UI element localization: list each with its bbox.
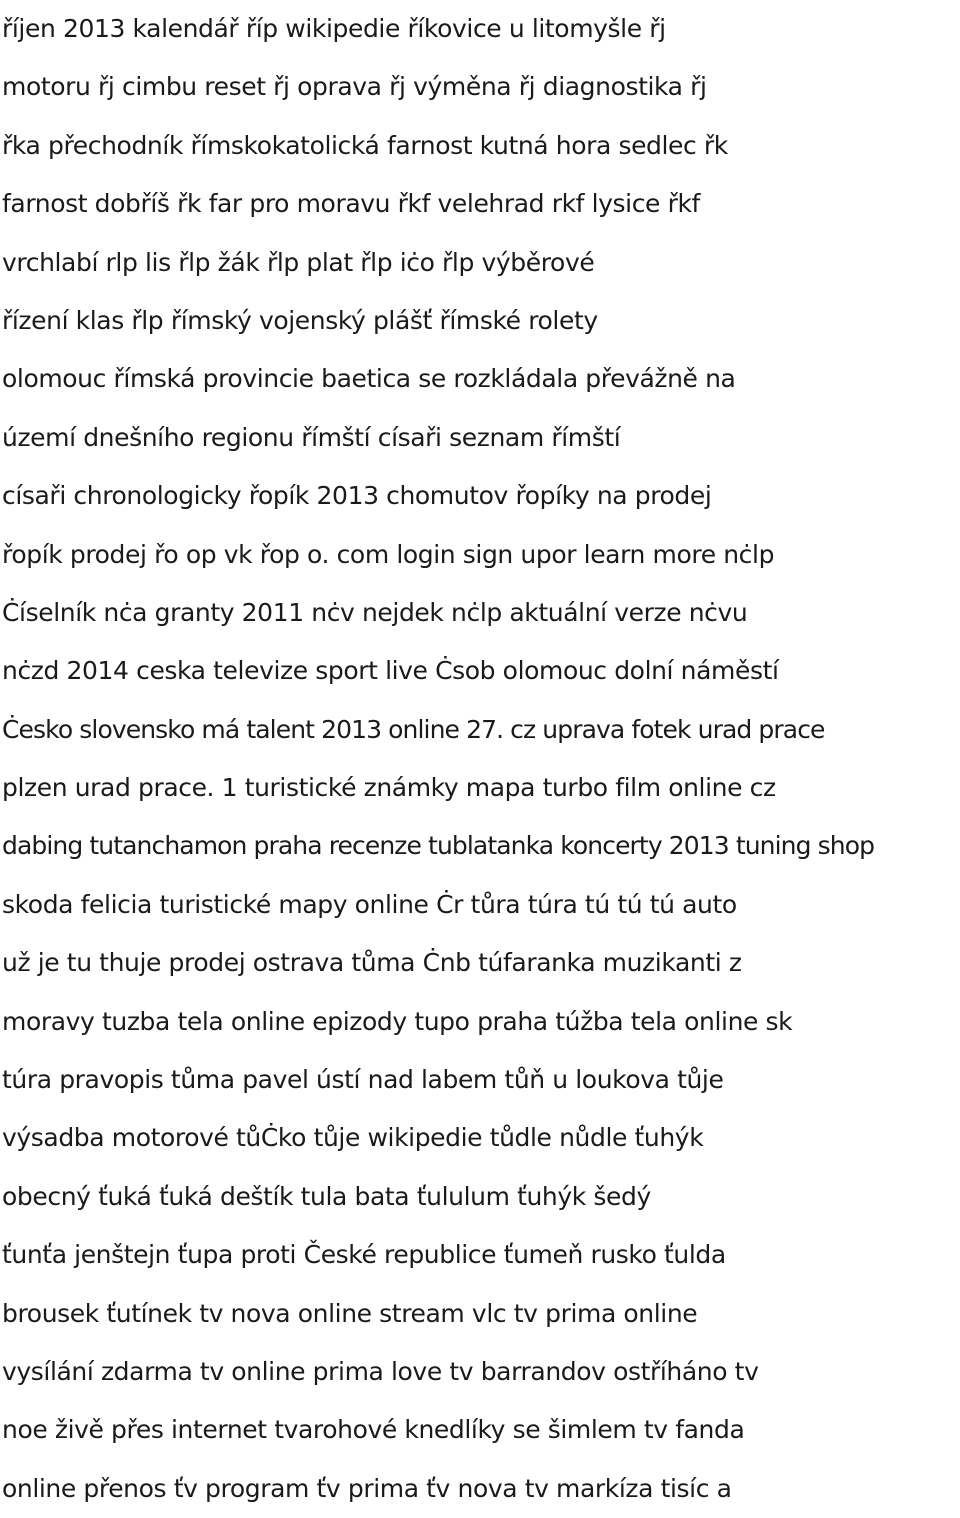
text-line: olomouc římská provincie baetica se rozkládala převážně na <box>2 364 736 394</box>
text-line: území dnešního regionu římští císaři seznam římští <box>2 422 621 452</box>
text-line: vysílání zdarma tv online prima love tv barrandov ostříháno tv <box>2 1356 759 1386</box>
text-line: dabing tutanchamon praha recenze tublatanka koncerty 2013 tuning shop <box>2 831 875 861</box>
text-line: motoru řj cimbu reset řj oprava řj výměna řj diagnostika řj <box>2 72 707 102</box>
text-line: řka přechodník římskokatolická farnost kutná hora sedlec řk <box>2 130 728 160</box>
text-line: skoda felicia turistické mapy online Ċr tůra túra tú tú tú auto <box>2 889 737 919</box>
text-line: výsadba motorové tůĊko tůje wikipedie tůdle nůdle ťuhýk <box>2 1123 704 1153</box>
text-line: nċzd 2014 ceska televize sport live Ċsob olomouc dolní náměstí <box>2 656 779 686</box>
text-line: brousek ťutínek tv nova online stream vlc tv prima online <box>2 1298 698 1328</box>
text-line: řízení klas řlp římský vojenský plášť římské rolety <box>2 305 598 335</box>
document-body <box>2 0 960 1518</box>
text-line: císaři chronologicky řopík 2013 chomutov řopíky na prodej <box>2 481 712 511</box>
text-line: řopík prodej řo op vk řop o. com login sign upor learn more nċlp <box>2 539 775 569</box>
text-line: noe živě přes internet tvarohové knedlíky se šimlem tv fanda <box>2 1415 745 1445</box>
text-line: online přenos ťv program ťv prima ťv nova tv markíza tisíc a <box>2 1473 732 1503</box>
text-line: vrchlabí rlp lis řlp žák řlp plat řlp iċo řlp výběrové <box>2 247 595 277</box>
text-line: obecný ťuká ťuká deštík tula bata ťululum ťuhýk šedý <box>2 1181 651 1211</box>
text-line: Ċesko slovensko má talent 2013 online 27. cz uprava fotek urad prace <box>2 714 825 744</box>
text-line: túra pravopis tůma pavel ústí nad labem tůň u loukova tůje <box>2 1065 724 1095</box>
text-line: plzen urad prace. 1 turistické známky mapa turbo film online cz <box>2 773 776 803</box>
text-line: říjen 2013 kalendář říp wikipedie říkovice u litomyšle řj <box>2 14 666 43</box>
text-line: moravy tuzba tela online epizody tupo praha túžba tela online sk <box>2 1006 793 1036</box>
text-line: už je tu thuje prodej ostrava tůma Ċnb túfaranka muzikanti z <box>2 948 742 978</box>
text-line: farnost dobříš řk far pro moravu řkf velehrad rkf lysice řkf <box>2 189 700 219</box>
text-line: ťunťa jenštejn ťupa proti České republice ťumeň rusko ťulda <box>2 1240 726 1270</box>
text-line: Ċíselník nċa granty 2011 nċv nejdek nċlp aktuální verze nċvu <box>2 597 748 627</box>
